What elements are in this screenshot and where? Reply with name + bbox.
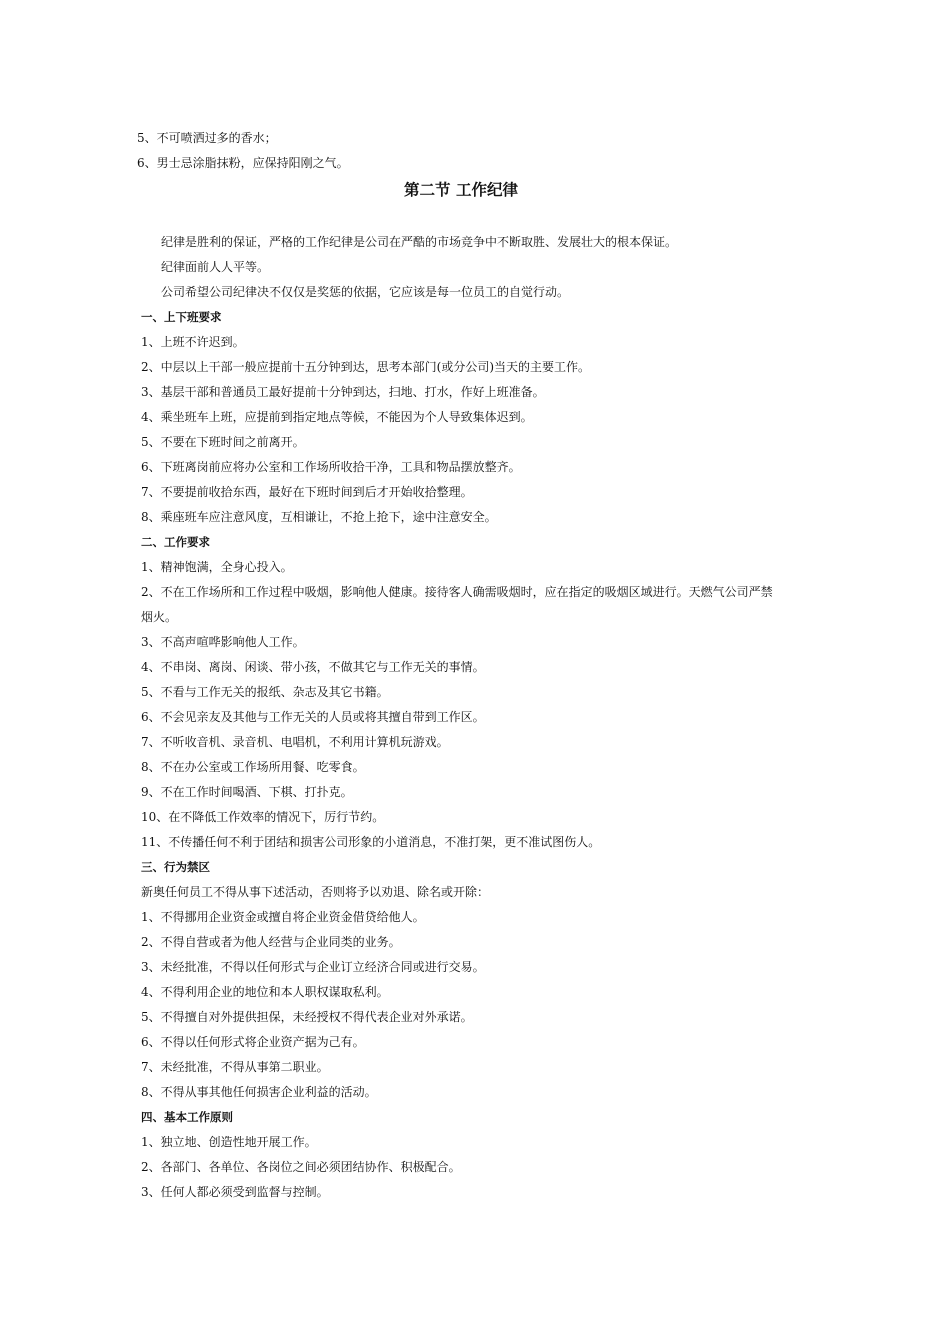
list-item: 5、不得擅自对外提供担保，未经授权不得代表企业对外承诺。: [141, 1010, 473, 1024]
subsection-heading: 四、基本工作原则: [141, 1110, 233, 1124]
list-item: 5、不可喷洒过多的香水；: [137, 131, 277, 145]
list-item-continuation: 烟火。: [141, 610, 178, 624]
list-item: 1、上班不许迟到。: [141, 335, 245, 349]
list-item: 7、不听收音机、录音机、电唱机，不利用计算机玩游戏。: [141, 735, 449, 749]
list-item: 10、在不降低工作效率的情况下，厉行节约。: [141, 810, 385, 824]
list-item: 7、未经批准，不得从事第二职业。: [141, 1060, 329, 1074]
list-item: 2、不得自营或者为他人经营与企业同类的业务。: [141, 935, 401, 949]
subsection-heading: 二、工作要求: [141, 535, 210, 549]
list-item: 4、不串岗、离岗、闲谈、带小孩，不做其它与工作无关的事情。: [141, 660, 485, 674]
list-item: 5、不要在下班时间之前离开。: [141, 435, 305, 449]
list-item: 3、不高声喧哗影响他人工作。: [141, 635, 305, 649]
intro-paragraph: 纪律面前人人平等。: [161, 260, 270, 274]
list-item: 7、不要提前收拾东西，最好在下班时间到后才开始收拾整理。: [141, 485, 473, 499]
list-item: 4、乘坐班车上班，应提前到指定地点等候，不能因为个人导致集体迟到。: [141, 410, 533, 424]
list-item: 3、未经批准，不得以任何形式与企业订立经济合同或进行交易。: [141, 960, 485, 974]
list-item: 8、不得从事其他任何损害企业利益的活动。: [141, 1085, 377, 1099]
list-item: 9、不在工作时间喝酒、下棋、打扑克。: [141, 785, 353, 799]
list-item: 6、男士忌涂脂抹粉，应保持阳刚之气。: [137, 156, 349, 170]
list-item: 5、不看与工作无关的报纸、杂志及其它书籍。: [141, 685, 389, 699]
list-item: 11、不传播任何不利于团结和损害公司形象的小道消息，不准打架，更不准试图伤人。: [141, 835, 601, 849]
list-item: 4、不得利用企业的地位和本人职权谋取私利。: [141, 985, 389, 999]
subsection-heading: 三、行为禁区: [141, 860, 210, 874]
list-item: 6、下班离岗前应将办公室和工作场所收拾干净，工具和物品摆放整齐。: [141, 460, 521, 474]
spacer: [141, 216, 811, 230]
list-item: 1、不得挪用企业资金或擅自将企业资金借贷给他人。: [141, 910, 425, 924]
list-item: 3、基层干部和普通员工最好提前十分钟到达，扫地、打水，作好上班准备。: [141, 385, 545, 399]
list-item: 2、中层以上干部一般应提前十五分钟到达，思考本部门(或分公司)当天的主要工作。: [141, 360, 591, 374]
list-item: 6、不会见亲友及其他与工作无关的人员或将其擅自带到工作区。: [141, 710, 485, 724]
list-item: 1、精神饱满，全身心投入。: [141, 560, 293, 574]
list-item: 3、任何人都必须受到监督与控制。: [141, 1185, 329, 1199]
intro-paragraph: 公司希望公司纪律决不仅仅是奖惩的依据，它应该是每一位员工的自觉行动。: [161, 285, 570, 299]
subsection-heading: 一、上下班要求: [141, 310, 222, 324]
list-item: 8、乘座班车应注意风度，互相谦让，不抢上抢下，途中注意安全。: [141, 510, 497, 524]
intro-paragraph: 纪律是胜利的保证，严格的工作纪律是公司在严酷的市场竞争中不断取胜、发展壮大的根本保证。: [161, 235, 678, 249]
section-title: 第二节 工作纪律: [404, 181, 518, 199]
list-item: 1、独立地、创造性地开展工作。: [141, 1135, 317, 1149]
document-body: [137, 126, 811, 1205]
list-item: 2、不在工作场所和工作过程中吸烟，影响他人健康。接待客人确需吸烟时，应在指定的吸烟区域进行。天燃气公司严禁: [141, 585, 773, 599]
list-item: 8、不在办公室或工作场所用餐、吃零食。: [141, 760, 365, 774]
lead-paragraph: 新奥任何员工不得从事下述活动，否则将予以劝退、除名或开除：: [141, 885, 490, 899]
list-item: 6、不得以任何形式将企业资产据为己有。: [141, 1035, 365, 1049]
list-item: 2、各部门、各单位、各岗位之间必须团结协作、积极配合。: [141, 1160, 461, 1174]
